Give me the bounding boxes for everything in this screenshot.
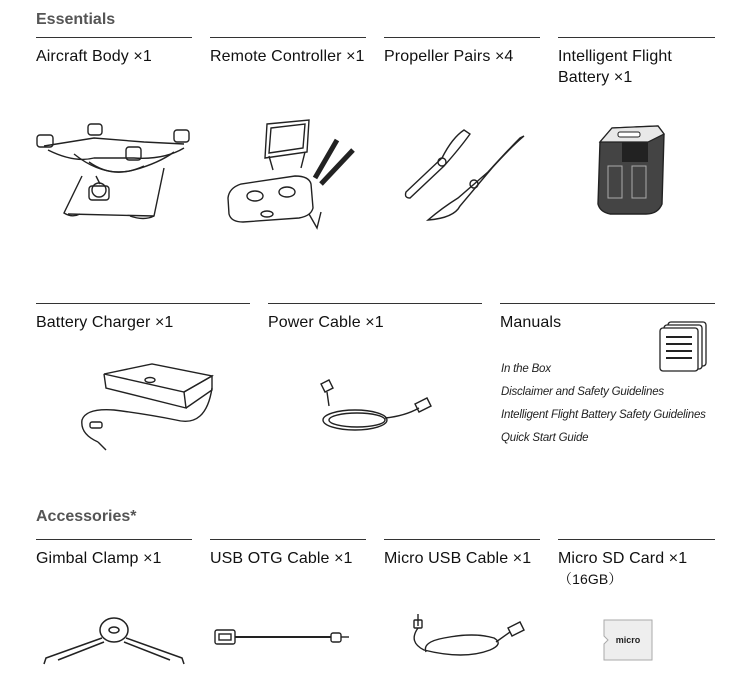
item-label: Micro SD Card ×1 xyxy=(558,550,688,567)
divider xyxy=(384,539,540,540)
manuals-list xyxy=(501,358,706,450)
item-micro-usb-cable xyxy=(384,539,540,569)
battery-icon xyxy=(592,120,670,215)
divider xyxy=(36,303,250,304)
divider xyxy=(36,539,192,540)
item-sublabel: （16GB） xyxy=(558,571,623,587)
item-label: Gimbal Clamp ×1 xyxy=(36,550,162,567)
divider xyxy=(36,37,192,38)
gimbal-clamp-icon xyxy=(42,612,187,670)
manual-battery-safety: Intelligent Flight Battery Safety Guidelines xyxy=(501,409,706,421)
item-label: Manuals xyxy=(500,314,562,331)
power-cable-icon xyxy=(315,378,435,438)
divider xyxy=(210,37,366,38)
divider xyxy=(210,539,366,540)
divider xyxy=(384,37,540,38)
item-propeller-pairs xyxy=(384,37,540,67)
item-intelligent-flight-battery xyxy=(558,37,715,88)
section-title-accessories: Accessories* xyxy=(36,508,137,525)
item-label: USB OTG Cable ×1 xyxy=(210,550,353,567)
micro-usb-cable-icon xyxy=(404,612,526,662)
divider xyxy=(558,539,715,540)
item-label: Battery Charger ×1 xyxy=(36,314,174,331)
manual-disclaimer-safety: Disclaimer and Safety Guidelines xyxy=(501,386,664,398)
charger-icon xyxy=(66,362,216,452)
propeller-icon xyxy=(402,122,527,222)
item-label: Propeller Pairs ×4 xyxy=(384,48,514,65)
micro-sd-card-icon xyxy=(600,618,656,662)
item-aircraft-body xyxy=(36,37,192,67)
item-battery-charger xyxy=(36,303,250,333)
manual-quick-start: Quick Start Guide xyxy=(501,432,589,444)
divider xyxy=(558,37,715,38)
item-micro-sd-card xyxy=(558,539,715,590)
usb-otg-cable-icon xyxy=(213,624,353,654)
item-label: Intelligent Flight Battery ×1 xyxy=(558,48,672,86)
item-label: Micro USB Cable ×1 xyxy=(384,550,532,567)
remote-controller-icon xyxy=(225,118,360,230)
item-power-cable xyxy=(268,303,482,333)
item-label: Aircraft Body ×1 xyxy=(36,48,152,65)
item-remote-controller xyxy=(210,37,366,67)
divider xyxy=(500,303,715,304)
section-title-essentials: Essentials xyxy=(36,11,116,28)
item-gimbal-clamp xyxy=(36,539,192,569)
item-label: Remote Controller ×1 xyxy=(210,48,365,65)
divider xyxy=(268,303,482,304)
sd-card-brand-text: micro xyxy=(615,635,641,645)
manual-in-the-box: In the Box xyxy=(501,363,551,375)
aircraft-icon xyxy=(34,118,194,228)
item-label: Power Cable ×1 xyxy=(268,314,384,331)
item-usb-otg-cable xyxy=(210,539,366,569)
